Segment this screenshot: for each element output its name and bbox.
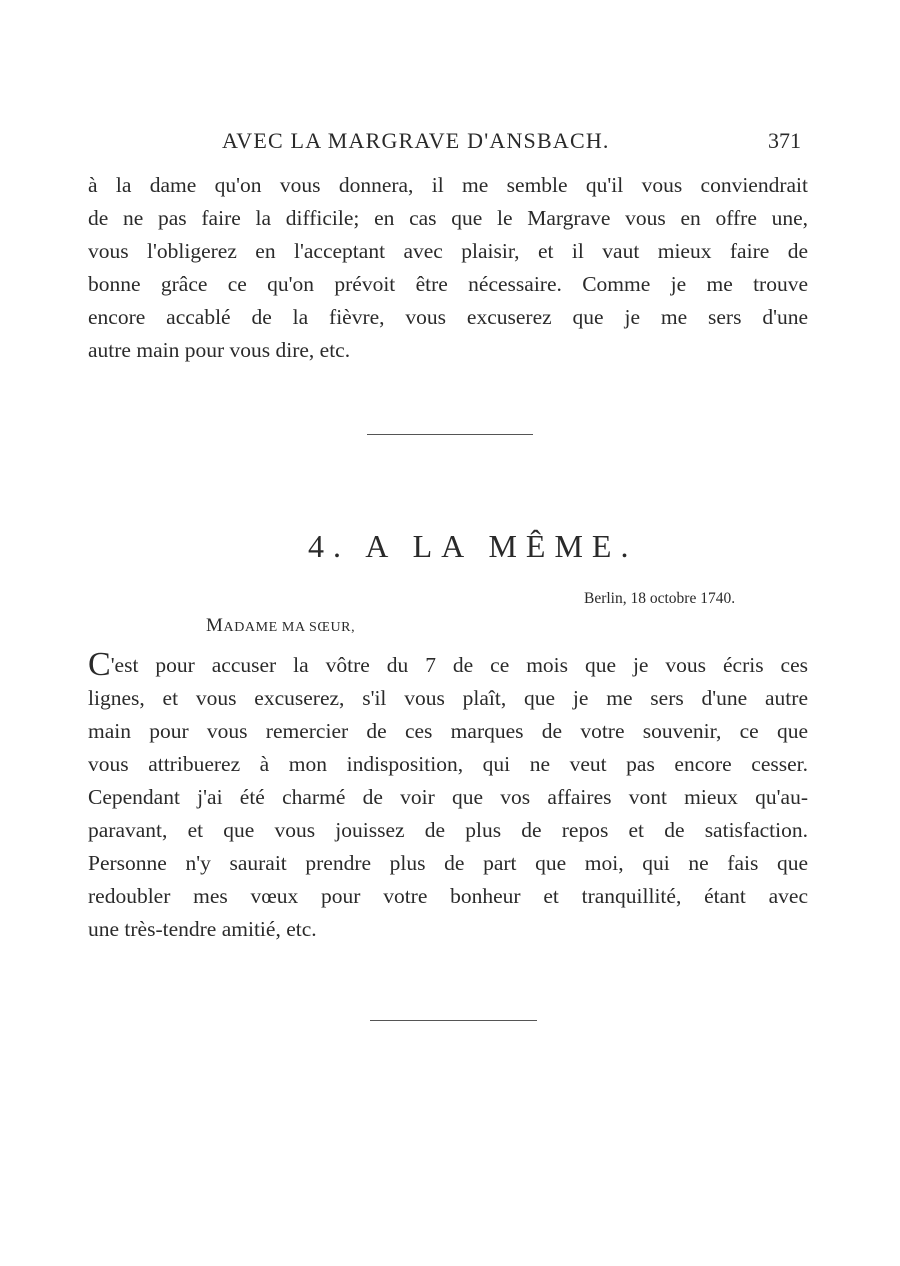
page-number: 371 <box>768 128 801 153</box>
text-line: à la dame qu'on vous donnera, il me semble qu'il vous conviendrait <box>88 173 808 197</box>
letter-title: 4. A LA MÊME. <box>308 528 638 564</box>
text-line: redoubler mes vœux pour votre bonheur et tranquillité, étant avec <box>88 884 808 908</box>
text-line: Personne n'y saurait prendre plus de part que moi, qui ne fais que <box>88 851 808 875</box>
text-line: autre main pour vous dire, etc. <box>88 338 351 362</box>
dateline: Berlin, 18 octobre 1740. <box>584 590 736 607</box>
salutation-rest: ADAME MA SŒUR, <box>223 620 356 635</box>
text-line: Cependant j'ai été charmé de voir que vos affaires vont mieux qu'au- <box>88 785 808 809</box>
text-line: bonne grâce ce qu'on prévoit être nécessaire. Comme je me trouve <box>88 272 808 296</box>
text-line: vous l'obligerez en l'acceptant avec plaisir, et il vaut mieux faire de <box>88 239 808 263</box>
text-line: une très-tendre amitié, etc. <box>88 917 317 941</box>
text-line: paravant, et que vous jouissez de plus de repos et de satisfaction. <box>88 818 808 842</box>
text-line <box>88 646 808 683</box>
text-line: de ne pas faire la difficile; en cas que le Margrave vous en offre une, <box>88 206 808 230</box>
text-line: encore accablé de la fièvre, vous excuserez que je me sers d'une <box>88 305 808 329</box>
drop-cap: C <box>88 646 111 683</box>
text-line: lignes, et vous excuserez, s'il vous plaît, que je me sers d'une autre <box>88 686 808 710</box>
salutation-initial: M <box>206 615 224 636</box>
salutation <box>206 615 355 637</box>
section-divider <box>370 1020 537 1021</box>
text-line: vous attribuerez à mon indisposition, qui ne veut pas encore cesser. <box>88 752 808 776</box>
section-divider <box>367 434 533 435</box>
text-line-rest: 'est pour accuser la vôtre du 7 de ce mois que je vous écris ces <box>110 653 808 677</box>
text-line: main pour vous remercier de ces marques de votre souvenir, ce que <box>88 719 808 743</box>
running-head-title: AVEC LA MARGRAVE D'ANSBACH. <box>222 128 610 153</box>
